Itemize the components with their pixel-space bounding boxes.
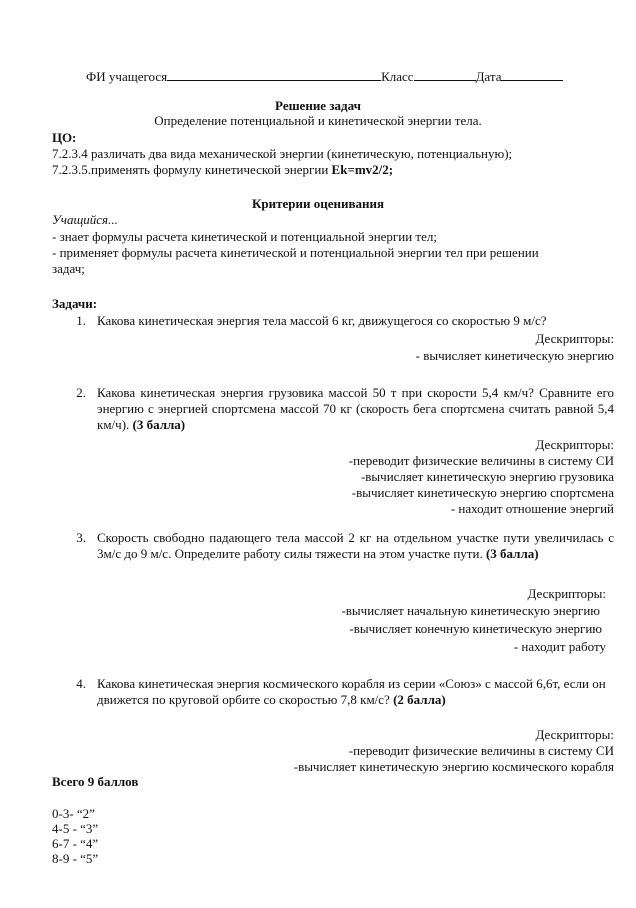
criteria-item-2-line-1: - применяет формулы расчета кинетической и потенциальной энергии тел при решении (52, 245, 539, 260)
date-blank[interactable] (501, 68, 563, 81)
student-info-line (86, 68, 563, 84)
task-number: 3. (76, 530, 86, 545)
descriptor-item: -вычисляет кинетическую энергию спортсмена (351, 485, 614, 500)
objective-2 (52, 162, 393, 177)
descriptor-item: -переводит физические величины в систему СИ (348, 453, 614, 468)
total-points: Всего 9 баллов (52, 774, 139, 789)
descriptor-item: - вычисляет кинетическую энергию (415, 348, 614, 363)
task-number: 1. (76, 313, 86, 328)
criteria-item-1: - знает формулы расчета кинетической и потенциальной энергии тел; (52, 229, 437, 244)
objective-1: 7.2.3.4 различать два вида механической энергии (кинетическую, потенциальную); (52, 146, 513, 161)
task-points: (3 балла) (485, 546, 539, 561)
task-number: 4. (76, 676, 86, 691)
descriptors-label: Дескрипторы: (535, 727, 614, 742)
descriptors-label: Дескрипторы: (535, 331, 614, 346)
task-text: Какова кинетическая энергия грузовика массой 50 т при скорости 5,4 км/ч? Сравните его энергию с энергией спортсмена массой 70 кг (скорость бега спортсмена считать равной 5,4 км/ч). (3 балла) (97, 385, 614, 432)
task-text: Какова кинетическая энергия космического корабля из серии «Союз» с массой 6,6т, если он движется по круговой орбите со скоростью 7,8 км/с? (2 балла) (97, 676, 606, 707)
student-name-blank[interactable] (167, 68, 381, 81)
tasks-label: Задачи: (52, 296, 98, 311)
grade-scale-item: 4-5 - “3” (52, 821, 99, 836)
descriptor-item: -вычисляет конечную кинетическую энергию (349, 621, 602, 636)
criteria-item-2-line-2: задач; (52, 261, 85, 276)
descriptor-item: -вычисляет кинетическую энергию грузовика (360, 469, 614, 484)
descriptors-label: Дескрипторы: (535, 437, 614, 452)
descriptor-item: -вычисляет кинетическую энергию космического корабля (293, 759, 614, 774)
grade-scale-item: 0-3- “2” (52, 806, 95, 821)
grade-scale-item: 8-9 - “5” (52, 851, 99, 866)
criteria-heading: Критерии оценивания (251, 196, 385, 211)
class-blank[interactable] (414, 68, 476, 81)
task-points: (3 балла) (132, 417, 186, 432)
class-label: Класс (381, 69, 414, 84)
grade-scale-item: 6-7 - “4” (52, 836, 99, 851)
student-name-label: ФИ учащегося (86, 69, 168, 84)
page-title: Решение задач (275, 98, 361, 113)
criteria-student-label: Учащийся... (52, 212, 118, 227)
descriptors-label: Дескрипторы: (527, 586, 606, 601)
task-number: 2. (76, 385, 86, 400)
page-subtitle: Определение потенциальной и кинетической энергии тела. (154, 113, 482, 128)
descriptor-item: -переводит физические величины в систему СИ (348, 743, 614, 758)
descriptor-item: - находит отношение энергий (450, 501, 614, 516)
task-points: (2 балла) (393, 692, 446, 707)
descriptor-item: - находит работу (513, 639, 606, 654)
objective-2-text: 7.2.3.5.применять формулу кинетической энергии (52, 162, 332, 177)
objectives-label: ЦО: (52, 130, 77, 145)
date-label: Дата (475, 69, 502, 84)
task-text: Скорость свободно падающего тела массой 2 кг на отдельном участке пути увеличилась с 3м/с до 9 м/с. Определите работу силы тяжести на этом участке пути. (3 балла) (97, 530, 614, 561)
descriptor-item: -вычисляет начальную кинетическую энергию (341, 603, 600, 618)
kinetic-formula: Ek=mv2/2; (331, 162, 394, 177)
task-text: Какова кинетическая энергия тела массой 6 кг, движущегося со скоростью 9 м/с? (97, 313, 547, 328)
